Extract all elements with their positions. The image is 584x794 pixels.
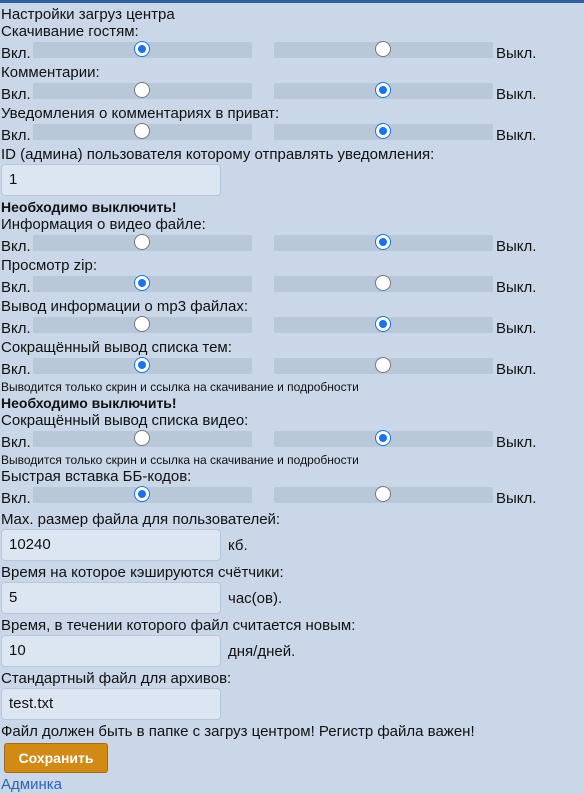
on-label: Вкл. xyxy=(1,86,31,103)
on-label: Вкл. xyxy=(1,127,31,144)
radio-group-zip-view xyxy=(0,274,584,298)
setting-label-mp3-info: Вывод информации о mp3 файлах: xyxy=(1,298,249,315)
radio-group-video-info xyxy=(0,233,584,257)
off-label: Выкл. xyxy=(496,361,537,378)
on-radio-track[interactable] xyxy=(33,317,252,333)
radio-group-short-videos xyxy=(0,429,584,453)
new-file-time-input[interactable]: 10 xyxy=(1,635,221,667)
on-label: Вкл. xyxy=(1,320,31,337)
off-radio-track[interactable] xyxy=(274,317,493,333)
save-button[interactable]: Сохранить xyxy=(4,743,108,773)
radio-guest-download-on[interactable] xyxy=(134,41,150,57)
off-label: Выкл. xyxy=(496,86,537,103)
new-file-time-unit: дня/дней. xyxy=(228,643,296,660)
hint-short-videos: Выводится только скрин и ссылка на скачивание и подробности xyxy=(1,453,359,467)
cache-time-unit: час(ов). xyxy=(228,590,283,607)
admin-link[interactable]: Админка xyxy=(1,776,62,793)
on-label: Вкл. xyxy=(1,45,31,62)
setting-label-zip-view: Просмотр zip: xyxy=(1,257,98,274)
hint-short-topics: Выводится только скрин и ссылка на скачивание и подробности xyxy=(1,380,359,394)
max-size-row xyxy=(0,528,584,564)
archive-file-label: Стандартный файл для архивов: xyxy=(1,670,232,687)
on-radio-track[interactable] xyxy=(33,431,252,447)
archive-file-input[interactable]: test.txt xyxy=(1,688,221,720)
max-size-unit: кб. xyxy=(228,537,248,554)
radio-short-topics-off[interactable] xyxy=(375,357,391,373)
on-label: Вкл. xyxy=(1,279,31,296)
on-radio-track[interactable] xyxy=(33,42,252,58)
radio-group-comment-notify xyxy=(0,122,584,146)
archive-file-row xyxy=(0,687,584,723)
off-label: Выкл. xyxy=(496,238,537,255)
radio-mp3-info-on[interactable] xyxy=(134,316,150,332)
on-label: Вкл. xyxy=(1,238,31,255)
admin-id-label: ID (админа) пользователя которому отправлять уведомления: xyxy=(1,146,435,163)
new-file-time-row xyxy=(0,634,584,670)
warning-disable-2: Необходимо выключить! xyxy=(1,395,177,411)
on-radio-track[interactable] xyxy=(33,358,252,374)
warning-disable: Необходимо выключить! xyxy=(1,199,177,215)
setting-label-short-topics: Сокращённый вывод списка тем: xyxy=(1,339,232,356)
off-radio-track[interactable] xyxy=(274,487,493,503)
setting-label-short-videos: Сокращённый вывод списка видео: xyxy=(1,412,249,429)
on-radio-track[interactable] xyxy=(33,276,252,292)
on-radio-track[interactable] xyxy=(33,487,252,503)
max-size-label: Max. размер файла для пользователей: xyxy=(1,511,281,528)
admin-id-input[interactable]: 1 xyxy=(1,164,221,196)
on-label: Вкл. xyxy=(1,434,31,451)
off-radio-track[interactable] xyxy=(274,235,493,251)
off-radio-track[interactable] xyxy=(274,358,493,374)
off-label: Выкл. xyxy=(496,279,537,296)
radio-zip-view-off[interactable] xyxy=(375,275,391,291)
radio-short-topics-on[interactable] xyxy=(134,357,150,373)
radio-comments-off[interactable] xyxy=(375,82,391,98)
on-radio-track[interactable] xyxy=(33,235,252,251)
radio-group-guest-download xyxy=(0,40,584,64)
radio-comment-notify-on[interactable] xyxy=(134,123,150,139)
radio-video-info-on[interactable] xyxy=(134,234,150,250)
cache-time-row xyxy=(0,581,584,617)
settings-form xyxy=(0,6,584,793)
radio-group-comments xyxy=(0,81,584,105)
save-row xyxy=(0,740,584,776)
radio-group-mp3-info xyxy=(0,315,584,339)
new-file-time-label: Время, в течении которого файл считается новым: xyxy=(1,617,356,634)
radio-bbcodes-off[interactable] xyxy=(375,486,391,502)
radio-short-videos-off[interactable] xyxy=(375,430,391,446)
max-size-input[interactable]: 10240 xyxy=(1,529,221,561)
radio-comment-notify-off[interactable] xyxy=(375,123,391,139)
radio-group-short-topics xyxy=(0,356,584,380)
setting-label-comments: Комментарии: xyxy=(1,64,100,81)
admin-id-row xyxy=(0,163,584,199)
off-label: Выкл. xyxy=(496,320,537,337)
cache-time-input[interactable]: 5 xyxy=(1,582,221,614)
radio-zip-view-on[interactable] xyxy=(134,275,150,291)
radio-guest-download-off[interactable] xyxy=(375,41,391,57)
radio-comments-on[interactable] xyxy=(134,82,150,98)
file-note: Файл должен быть в папке с загруз центром! Регистр файла важен! xyxy=(1,723,475,740)
setting-label-guest-download: Скачивание гостям: xyxy=(1,23,139,40)
off-label: Выкл. xyxy=(496,434,537,451)
radio-bbcodes-on[interactable] xyxy=(134,486,150,502)
radio-group-bbcodes xyxy=(0,485,584,509)
on-radio-track[interactable] xyxy=(33,83,252,99)
off-radio-track[interactable] xyxy=(274,42,493,58)
setting-label-bbcodes: Быстрая вставка ББ-кодов: xyxy=(1,468,192,485)
off-label: Выкл. xyxy=(496,490,537,507)
on-label: Вкл. xyxy=(1,490,31,507)
radio-video-info-off[interactable] xyxy=(375,234,391,250)
off-radio-track[interactable] xyxy=(274,431,493,447)
on-radio-track[interactable] xyxy=(33,124,252,140)
off-radio-track[interactable] xyxy=(274,124,493,140)
cache-time-label: Время на которое кэшируются счётчики: xyxy=(1,564,284,581)
setting-label-video-info: Информация о видео файле: xyxy=(1,216,206,233)
top-bar xyxy=(0,0,584,3)
radio-mp3-info-off[interactable] xyxy=(375,316,391,332)
radio-short-videos-on[interactable] xyxy=(134,430,150,446)
setting-label-comment-notify: Уведомления о комментариях в приват: xyxy=(1,105,280,122)
off-radio-track[interactable] xyxy=(274,83,493,99)
off-label: Выкл. xyxy=(496,127,537,144)
off-label: Выкл. xyxy=(496,45,537,62)
page-title: Настройки загруз центра xyxy=(1,6,175,23)
on-label: Вкл. xyxy=(1,361,31,378)
off-radio-track[interactable] xyxy=(274,276,493,292)
